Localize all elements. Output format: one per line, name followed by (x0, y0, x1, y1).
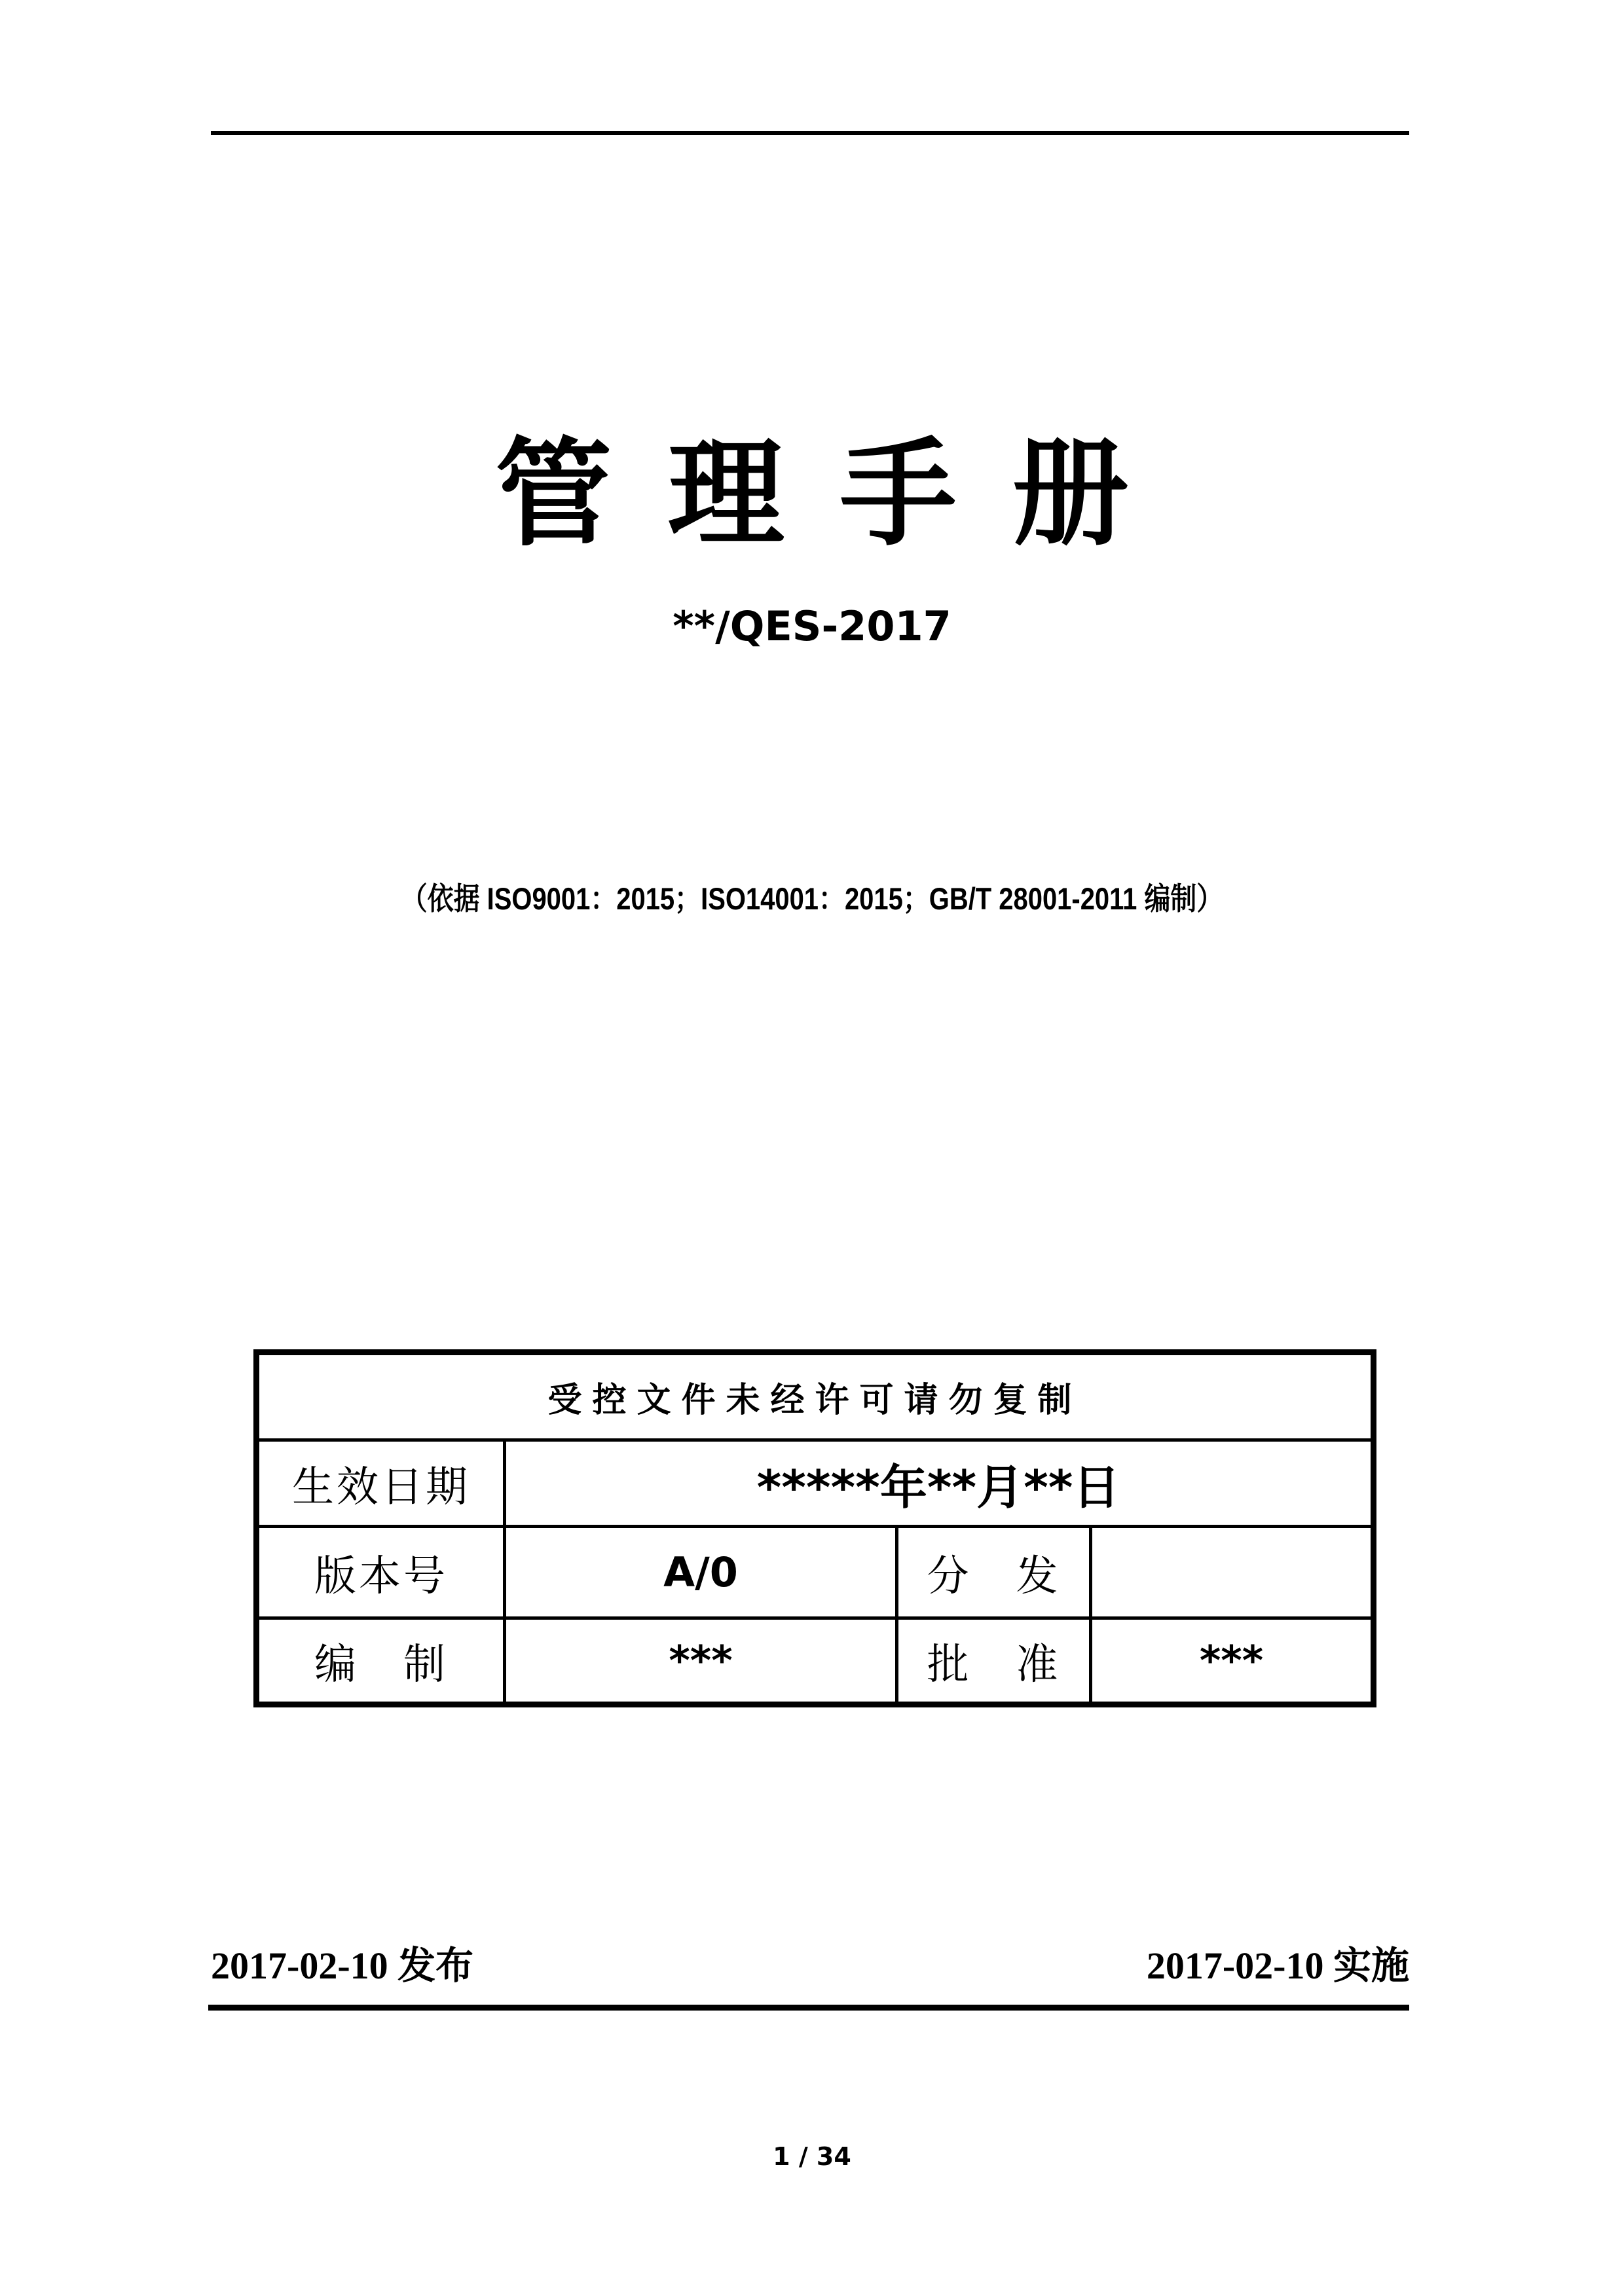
page-title: 管理手册 (495, 429, 1185, 559)
distribution-value (1091, 1527, 1374, 1618)
prepared-by-value: *** (505, 1618, 897, 1705)
version-label: 版本号 (257, 1527, 505, 1618)
approved-by-label: 批 准 (897, 1618, 1091, 1705)
table-row-prepared (257, 1618, 1374, 1705)
version-value: A/0 (505, 1527, 897, 1618)
distribution-label: 分 发 (897, 1527, 1091, 1618)
effective-date-label: 生效日期 (257, 1440, 505, 1527)
footer-dates (211, 1935, 1409, 1990)
page-number: 1 / 34 (773, 2142, 851, 2171)
effective-date-value: *****年**月**日 (505, 1440, 1374, 1527)
approved-by-value: *** (1091, 1618, 1374, 1705)
document-control-table (253, 1349, 1376, 1707)
top-rule (211, 131, 1409, 135)
compilation-basis-note: （依据 ISO9001：2015；ISO14001：2015；GB/T 28001-2011 编制） (401, 881, 1223, 916)
implementation-date: 2017-02-10 实施 (1146, 1944, 1409, 1987)
release-date: 2017-02-10 发布 (211, 1944, 474, 1987)
controlled-copy-notice: 受控文件未经许可请勿复制 (257, 1353, 1374, 1440)
table-row-effective-date (257, 1440, 1374, 1527)
prepared-by-label: 编 制 (257, 1618, 505, 1705)
table-row-version (257, 1527, 1374, 1618)
bottom-rule (208, 2005, 1409, 2011)
document-number: **/QES-2017 (673, 602, 951, 650)
table-row-notice (257, 1353, 1374, 1440)
